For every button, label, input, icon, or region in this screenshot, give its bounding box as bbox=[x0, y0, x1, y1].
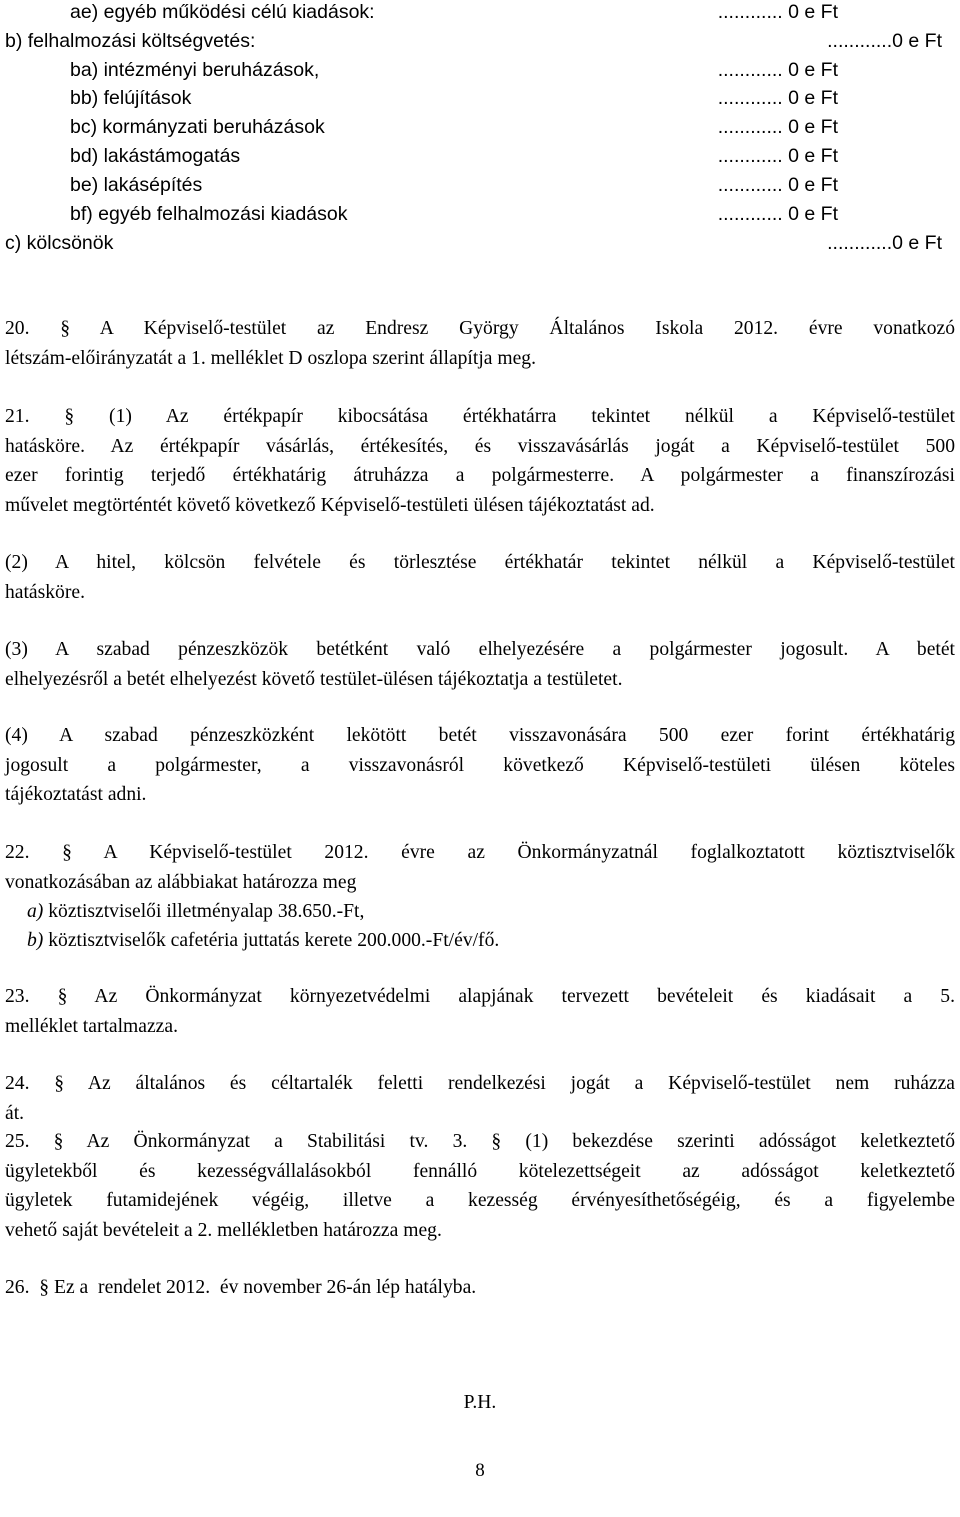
section-26 bbox=[5, 1273, 955, 1303]
budget-item-label: be) lakásépítés bbox=[70, 174, 203, 196]
section-21-paragraph-2 bbox=[5, 548, 955, 607]
section-22-line: vonatkozásában az alábbiakat határozza meg bbox=[5, 871, 357, 893]
section-21-line: tájékoztatást adni. bbox=[5, 784, 147, 805]
budget-item-amount: ............ 0 e Ft bbox=[717, 59, 838, 81]
section-23 bbox=[5, 982, 955, 1041]
budget-item-amount: ............ 0 e Ft bbox=[717, 87, 838, 109]
section-25-line: 25. § Az Önkormányzat a Stabilitási tv. 3. § (1) bekezdése szerinti adósságot keletkeztető bbox=[5, 1131, 955, 1152]
section-26-line: 26. § Ez a rendelet 2012. év november 26-án lép hatályba. bbox=[5, 1277, 477, 1298]
budget-item-label: c) kölcsönök bbox=[5, 232, 114, 254]
section-24-line: 24. § Az általános és céltartalék feletti rendelkezési jogát a Képviselő-testület nem ruházza bbox=[5, 1073, 955, 1094]
section-23-line: melléklet tartalmazza. bbox=[5, 1015, 178, 1037]
section-25-line: ügyletek futamidejének végéig, illetve a kezesség érvényesíthetőségéig, és a figyelembe bbox=[5, 1190, 955, 1211]
section-22 bbox=[5, 838, 955, 897]
budget-item-amount: ............0 e Ft bbox=[827, 30, 942, 52]
section-21-line: művelet megtörténtét követő következő Képviselő-testületi ülésen tájékoztatást ad. bbox=[5, 494, 655, 516]
budget-item-amount: ............ 0 e Ft bbox=[717, 116, 838, 138]
section-21-line: elhelyezésről a betét elhelyezést követő testület-ülésen tájékoztatja a testületet. bbox=[5, 668, 623, 690]
section-22-line: 22. § A Képviselő-testület 2012. évre az Önkormányzatnál foglalkoztatott köztisztviselők bbox=[5, 842, 955, 863]
seal-label: P.H. bbox=[463, 1392, 497, 1413]
budget-item-label: bb) felújítások bbox=[70, 87, 192, 109]
budget-item-label: ba) intézményi beruházások, bbox=[70, 59, 320, 81]
section-23-line: 23. § Az Önkormányzat környezetvédelmi alapjának tervezett bevételeit és kiadásait a 5. bbox=[5, 986, 955, 1007]
section-24 bbox=[5, 1069, 955, 1128]
section-21-line: (4) A szabad pénzeszközként lekötött betét visszavonására 500 ezer forint értékhatárig bbox=[5, 725, 955, 746]
item-marker: a) bbox=[27, 901, 44, 922]
budget-item-amount: ............ 0 e Ft bbox=[717, 174, 838, 196]
section-21-line: jogosult a polgármester, a visszavonásról következő Képviselő-testületi ülésen köteles bbox=[5, 754, 955, 776]
budget-item-label: ae) egyéb működési célú kiadások: bbox=[70, 1, 375, 23]
budget-item-label: bf) egyéb felhalmozási kiadások bbox=[70, 203, 348, 225]
section-20 bbox=[5, 314, 955, 373]
section-22-item-a bbox=[27, 897, 364, 927]
section-21-line: (3) A szabad pénzeszközök betétként való elhelyezésére a polgármester jogosult. A betét bbox=[5, 639, 955, 660]
item-marker: b) bbox=[27, 930, 44, 951]
section-21-line: 21. § (1) Az értékpapír kibocsátása értékhatárra tekintet nélkül a Képviselő-testület bbox=[5, 406, 955, 427]
section-25 bbox=[5, 1127, 955, 1245]
section-21-paragraph-3 bbox=[5, 635, 955, 694]
section-25-line: ügyletekből és kezességvállalásokból fennálló kötelezettségeit az adósságot keletkeztető bbox=[5, 1160, 955, 1182]
budget-item-amount: ............ 0 e Ft bbox=[717, 1, 838, 23]
section-20-line: 20. § A Képviselő-testület az Endresz György Általános Iskola 2012. évre vonatkozó bbox=[5, 318, 955, 339]
budget-item-label: bd) lakástámogatás bbox=[70, 145, 241, 167]
section-21-line: hatásköre. bbox=[5, 581, 85, 603]
budget-item-amount: ............0 e Ft bbox=[827, 232, 942, 254]
section-21-paragraph-1 bbox=[5, 402, 955, 520]
section-25-line: vehető saját bevételeit a 2. mellékletben határozza meg. bbox=[5, 1219, 442, 1241]
section-22-item-b bbox=[27, 926, 499, 956]
budget-item-label: bc) kormányzati beruházások bbox=[70, 116, 325, 138]
budget-item-label: b) felhalmozási költségvetés: bbox=[5, 30, 256, 52]
section-21-line: ezer forintig terjedő értékhatárig átruházza a polgármesterre. A polgármester a finanszírozási bbox=[5, 465, 955, 486]
section-21-line: (2) A hitel, kölcsön felvétele és törlesztése értékhatár tekintet nélkül a Képviselő-testület bbox=[5, 552, 955, 573]
section-21-paragraph-4 bbox=[5, 721, 955, 810]
item-text: köztisztviselők cafetéria juttatás kerete 200.000.-Ft/év/fő. bbox=[43, 930, 500, 951]
budget-item-amount: ............ 0 e Ft bbox=[717, 203, 838, 225]
section-24-line: át. bbox=[5, 1102, 25, 1124]
budget-item-amount: ............ 0 e Ft bbox=[717, 145, 838, 167]
section-21-line: hatásköre. Az értékpapír vásárlás, értékesítés, és visszavásárlás jogát a Képviselő-testület 500 bbox=[5, 435, 955, 457]
item-text: köztisztviselői illetményalap 38.650.-Ft, bbox=[43, 901, 365, 922]
page-number: 8 bbox=[475, 1460, 485, 1481]
section-20-line: létszám-előirányzatát a 1. melléklet D oszlopa szerint állapítja meg. bbox=[5, 347, 536, 369]
